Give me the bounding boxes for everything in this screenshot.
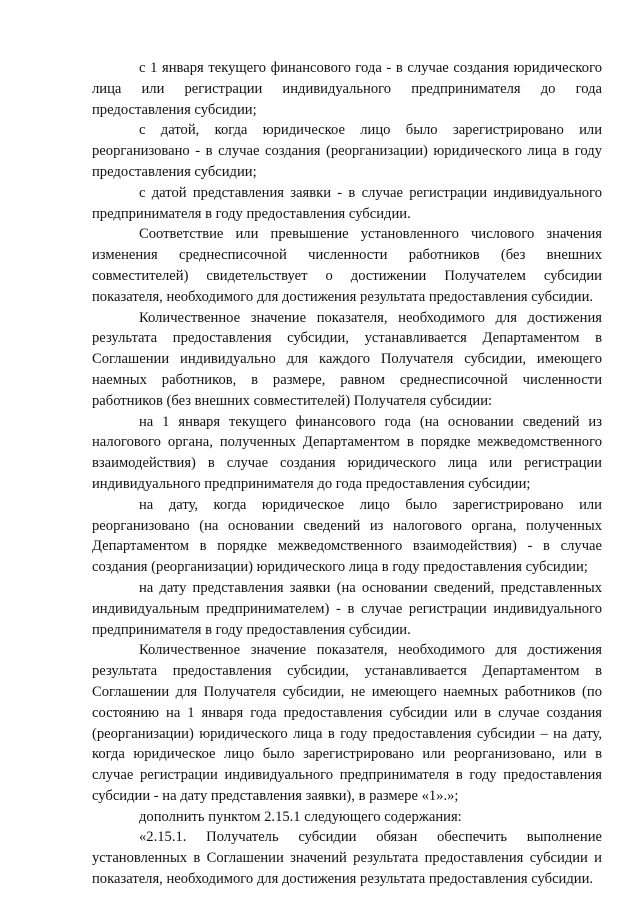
paragraph-indicator-with-employees: Количественное значение показателя, необходимого для достижения результата предоставления субсидии, устанавливается Департаментом в Соглашении индивидуально для каждого Получателя субсидии, имеющего наемных работников, в размере, равном среднесписочной численности работников (без внешних совместителей) Получателя субсидии:	[92, 309, 602, 409]
paragraph-indicator-compliance: Соответствие или превышение установленного числового значения изменения среднесписочной численности работников (без внешних совместителей) свидетельствует о достижении Получателем субсидии показателя, необходимого для достижения результата предоставления субсидии.	[92, 226, 602, 305]
paragraph-period-application-date: с датой представления заявки - в случае регистрации индивидуального предпринимателя в году предоставления субсидии.	[92, 184, 602, 222]
document-page	[92, 58, 602, 890]
paragraph-as-of-jan1: на 1 января текущего финансового года (на основании сведений из налогового органа, полученных Департаментом в порядке межведомственного взаимодействия) в случае создания юридического лица или регистрации индивидуального предпринимателя до года предоставления субсидии;	[92, 413, 602, 492]
paragraph-as-of-registration: на дату, когда юридическое лицо было зарегистрировано или реорганизовано (на основании сведений из налогового органа, полученных Департаментом в порядке межведомственного взаимодействия) - в случае создания (реорганизации) юридического лица в году предоставления субсидии;	[92, 496, 602, 576]
paragraph-amendment-intro: дополнить пунктом 2.15.1 следующего содержания:	[139, 808, 462, 825]
paragraph-indicator-without-employees: Количественное значение показателя, необходимого для достижения результата предоставления субсидии, устанавливается Департаментом в Соглашении для Получателя субсидии, не имеющего наемных работников (по состоянию на 1 января года предоставления субсидии или в случае создания (реорганизации) юридического лица в году предоставления субсидии – на дату, когда юридическое лицо было зарегистрировано или реорганизовано, или в случае регистрации индивидуального предпринимателя в году предоставления субсидии - на дату представления заявки), в размере «1».»;	[92, 642, 602, 804]
paragraph-as-of-application: на дату представления заявки (на основании сведений, представленных индивидуальным предпринимателем) - в случае регистрации индивидуального предпринимателя в году предоставления субсидии.	[92, 579, 602, 638]
paragraph-clause-2-15-1: «2.15.1. Получатель субсидии обязан обеспечить выполнение установленных в Соглашении значений результата предоставления субсидии и показателя, необходимого для достижения результата предоставления субсидии.	[92, 829, 602, 888]
paragraph-period-registration-date: с датой, когда юридическое лицо было зарегистрировано или реорганизовано - в случае создания (реорганизации) юридического лица в году предоставления субсидии;	[92, 122, 602, 180]
paragraph-period-jan1: с 1 января текущего финансового года - в случае создания юридического лица или регистрации индивидуального предпринимателя до года предоставления субсидии;	[92, 60, 602, 118]
